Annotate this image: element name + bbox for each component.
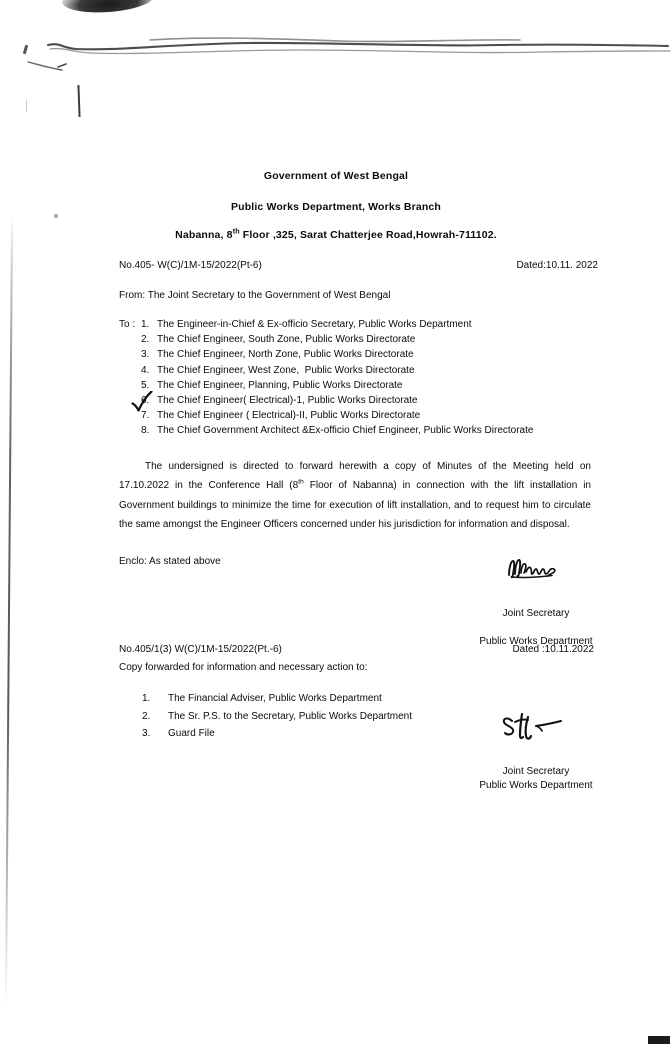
copy-recipient-text: Guard File <box>168 728 215 739</box>
recipient-text: The Chief Engineer, North Zone, Public Works Directorate <box>157 349 414 361</box>
recipient-number: 3. <box>141 349 150 361</box>
body-ordinal-suffix: th <box>298 478 304 486</box>
enclosure-line: Enclo: As stated above <box>119 556 221 567</box>
address-ordinal-suffix: th <box>232 227 240 236</box>
recipient-number: 2. <box>141 334 150 346</box>
to-label-spacer <box>119 363 141 378</box>
handwritten-signature-icon <box>504 556 568 582</box>
body-text-part2: Floor of Nabanna) in connection with the lift installation in Government buildings to minimize the time for execution of lift installation, and to request him to circulate the same amongst the Engineer Officers concerned under his jurisdiction for information and disposal. <box>119 480 591 530</box>
signature-block-primary <box>440 556 632 647</box>
memo-number-top: No.405- W(C)/1M-15/2022(Pt-6) <box>119 260 262 271</box>
body-paragraph <box>119 457 591 534</box>
recipient-text: The Chief Engineer, West Zone, Public Works Directorate <box>157 364 415 376</box>
recipient-number: 6. <box>141 395 150 407</box>
to-label: To : <box>119 319 136 330</box>
memo-date-top: Dated:10.11. 2022 <box>516 260 598 271</box>
copy-recipient-row <box>142 725 412 743</box>
signatory-department-secondary: Public Works Department <box>479 780 593 791</box>
recipient-number: 8. <box>141 425 150 437</box>
org-title-line: Government of West Bengal <box>263 170 409 182</box>
to-label-spacer <box>119 347 141 362</box>
copy-recipient-number: 1. <box>142 693 151 704</box>
recipient-text: The Chief Engineer ( Electrical)-II, Public Works Directorate <box>157 410 421 422</box>
copy-recipient-number: 2. <box>142 710 151 722</box>
recipient-number: 5. <box>141 379 150 391</box>
recipient-number: 4. <box>141 364 150 376</box>
scan-edge-line-left <box>5 216 13 1006</box>
recipient-text: The Chief Engineer, South Zone, Public Works Directorate <box>157 334 416 346</box>
scan-smudge-streak <box>0 18 672 88</box>
signature-block-secondary <box>440 712 632 791</box>
recipient-row <box>119 347 533 362</box>
address-prefix: Nabanna, 8 <box>175 229 233 241</box>
recipient-row <box>119 378 533 393</box>
recipient-number: 7. <box>141 410 150 422</box>
signatory-department-primary: Public Works Department <box>479 636 593 647</box>
to-label-spacer <box>119 423 141 438</box>
memo-header-row-top <box>119 260 598 271</box>
memo-number-bottom: No.405/1(3) W(C)/1M-15/2022(Pt.-6) <box>119 644 282 655</box>
copy-recipient-text: The Financial Adviser, Public Works Department <box>168 693 382 704</box>
recipient-text: The Engineer-in-Chief & Ex-officio Secretary, Public Works Department <box>157 319 472 330</box>
signatory-role-secondary: Joint Secretary <box>502 766 570 777</box>
copy-recipient-number: 3. <box>142 728 151 739</box>
signatory-role-primary: Joint Secretary <box>502 608 570 619</box>
address-line <box>0 229 672 241</box>
from-line: From: The Joint Secretary to the Government of West Bengal <box>119 290 391 301</box>
recipient-row <box>119 363 533 378</box>
address-suffix: Floor ,325, Sarat Chatterjee Road,Howrah-711102. <box>239 229 497 241</box>
recipient-text: The Chief Engineer, Planning, Public Works Directorate <box>157 379 403 391</box>
recipient-text: The Chief Engineer( Electrical)-1, Public Works Directorate <box>157 395 418 407</box>
memo-date-bottom: Dated :10.11.2022 <box>512 644 594 655</box>
copy-recipient-row <box>142 690 412 708</box>
recipient-list <box>119 317 533 439</box>
copy-recipient-text: The Sr. P.S. to the Secretary, Public Works Department <box>168 710 412 722</box>
recipient-row <box>119 393 533 408</box>
memo-header-row-bottom <box>119 644 592 655</box>
copy-recipient-list <box>142 690 412 743</box>
recipient-text: The Chief Government Architect &Ex-officio Chief Engineer, Public Works Directorate <box>157 425 534 437</box>
handwritten-checkmark-icon <box>131 391 161 413</box>
recipient-row <box>119 332 533 347</box>
handwritten-sd-mark-icon <box>498 712 574 742</box>
body-text-part1: The undersigned is directed to forward herewith a copy of Minutes of the Meeting held on 17.10.2022 in the Conference Hall (8 <box>119 461 591 492</box>
to-label-spacer <box>119 332 141 347</box>
copy-forwarded-line: Copy forwarded for information and necessary action to: <box>119 662 368 673</box>
scan-stray-line <box>77 85 80 117</box>
recipient-row <box>119 408 533 423</box>
recipient-row <box>119 423 533 438</box>
scan-stray-mark <box>23 45 28 54</box>
scan-mark-bottom-right <box>648 1036 670 1044</box>
copy-recipient-row <box>142 708 412 726</box>
scan-smudge-blob-top <box>61 0 155 15</box>
recipient-row <box>119 317 533 332</box>
recipient-number: 1. <box>141 319 150 330</box>
department-title-line: Public Works Department, Works Branch <box>231 201 441 213</box>
scan-speck <box>54 214 58 218</box>
scan-edge-tick <box>26 100 27 112</box>
